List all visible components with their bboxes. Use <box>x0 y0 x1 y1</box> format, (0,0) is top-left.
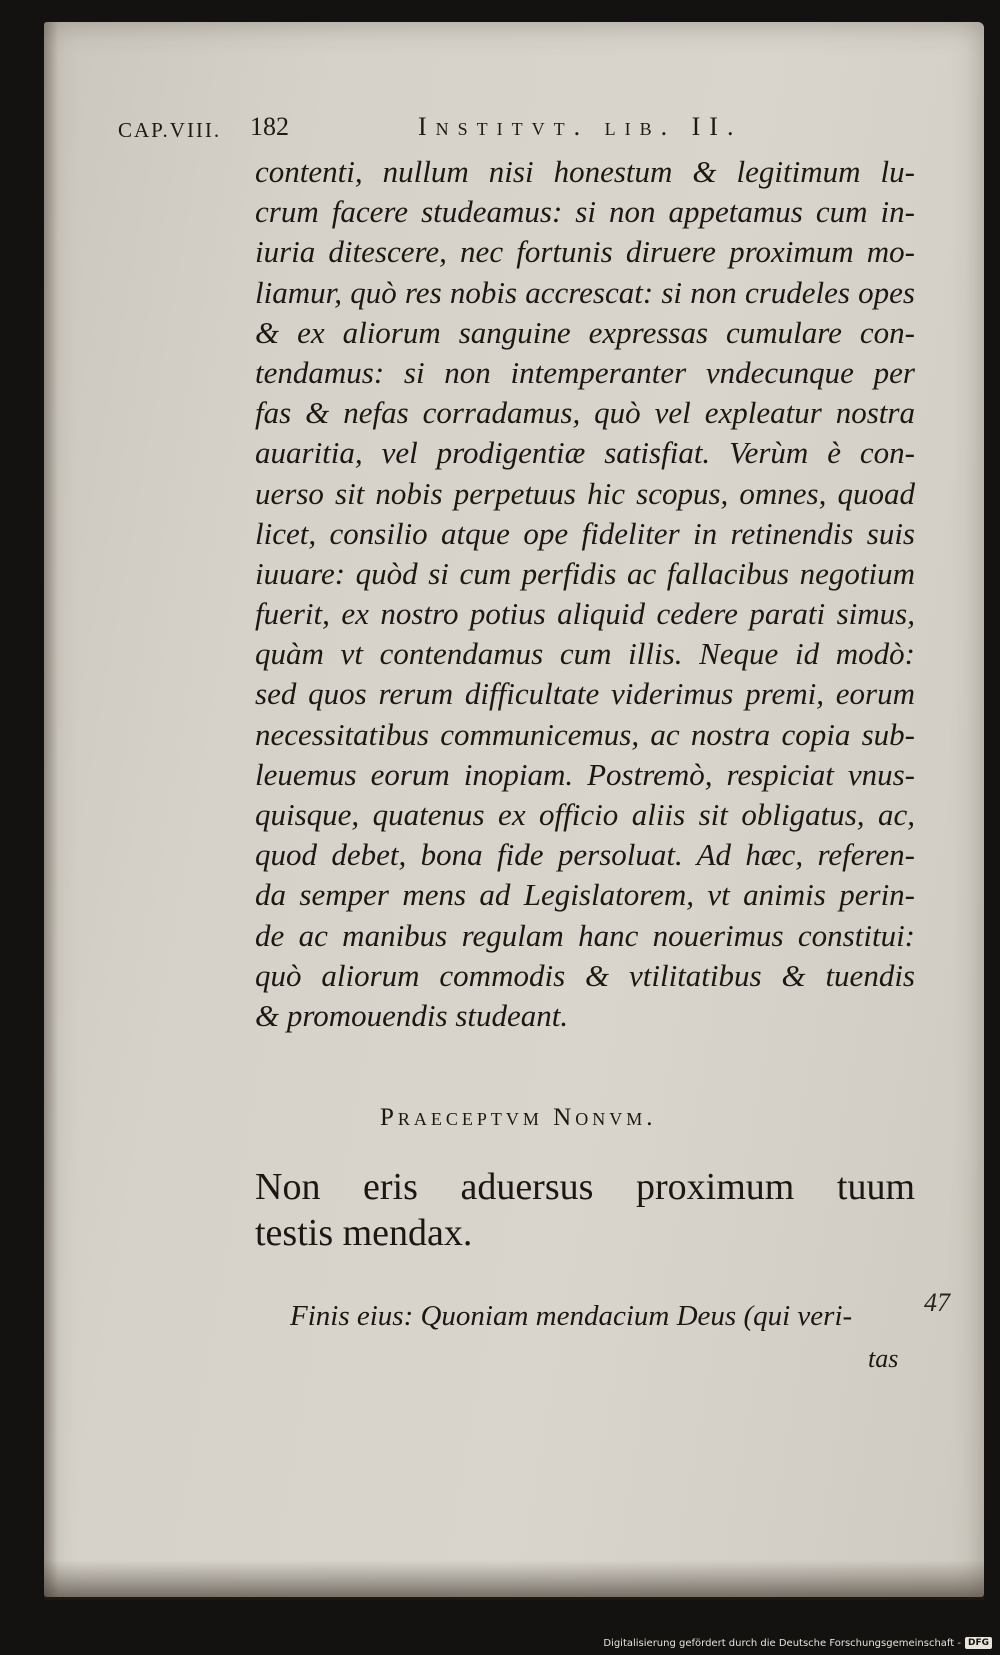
digitization-credit <box>603 1637 992 1649</box>
text-line: & promouendis studeant. <box>255 997 569 1033</box>
text-line: quisque, quatenus ex officio aliis sit obligatus, ac, <box>255 797 915 832</box>
chapter-label: CAP.VIII. <box>118 118 222 142</box>
finis-paragraph <box>290 1296 915 1336</box>
catchword: tas <box>868 1344 899 1373</box>
text-line: auaritia, vel prodigentiæ satisfiat. Verùm è con- <box>255 435 915 471</box>
text-line: sed quos rerum difficultate viderimus premi, eorum <box>255 676 915 712</box>
running-title: Institvt. lib. II. <box>418 112 743 141</box>
text-line: quò aliorum commodis & vtilitatibus & tuendis <box>255 957 915 993</box>
text-line: liamur, quò res nobis accrescat: si non crudeles opes <box>255 274 915 310</box>
text-line: tendamus: si non intemperanter vndecunque per <box>255 354 915 390</box>
page-gutter-shadow <box>44 22 58 1597</box>
text-line: fas & nefas corradamus, quò vel expleatur nostra <box>255 395 915 431</box>
text-line: fuerit, ex nostro potius aliquid cedere parati simus, <box>255 596 915 632</box>
section-heading: Praeceptvm Nonvm. <box>380 1104 657 1131</box>
text-line: necessitatibus communicemus, ac nostra copia sub- <box>255 716 915 752</box>
page-bottom-shadow <box>44 1560 984 1600</box>
commandment-text <box>255 1164 915 1256</box>
text-line: crum facere studeamus: si non appetamus cum in- <box>255 194 915 230</box>
text-line: iuuare: quòd si cum perfidis ac fallacibus negotium <box>255 555 915 591</box>
body-paragraph <box>255 152 915 1036</box>
text-line: leuemus eorum inopiam. Postremò, respiciat vnus- <box>255 756 915 792</box>
text-line: quod debet, bona fide persoluat. Ad hæc, referen- <box>255 837 915 873</box>
text-line: uerso sit nobis perpetuus hic scopus, omnes, quoad <box>255 475 915 511</box>
marginal-note: 47 <box>924 1288 950 1317</box>
commandment-line: testis mendax. <box>255 1212 473 1254</box>
finis-line: Finis eius: Quoniam mendacium Deus (qui veri- <box>290 1300 853 1332</box>
text-line: de ac manibus regulam hanc nouerimus constitui: <box>255 917 915 953</box>
text-line: contenti, nullum nisi honestum & legitimum lu- <box>255 154 915 189</box>
text-line: quàm vt contendamus cum illis. Neque id modò: <box>255 636 915 672</box>
dfg-logo-icon: DFG <box>965 1637 992 1649</box>
text-line: & ex aliorum sanguine expressas cumulare con- <box>255 314 915 350</box>
text-line: licet, consilio atque ope fideliter in retinendis suis <box>255 515 915 551</box>
commandment-line: Non eris aduersus proximum tuum <box>255 1166 915 1208</box>
text-line: da semper mens ad Legislatorem, vt animis perin- <box>255 877 915 913</box>
credit-text: Digitalisierung gefördert durch die Deutsche Forschungsgemeinschaft - <box>603 1637 961 1649</box>
text-line: iuria ditescere, nec fortunis diruere proximum mo- <box>255 234 915 270</box>
running-head <box>118 112 818 152</box>
page-number: 182 <box>250 112 289 141</box>
